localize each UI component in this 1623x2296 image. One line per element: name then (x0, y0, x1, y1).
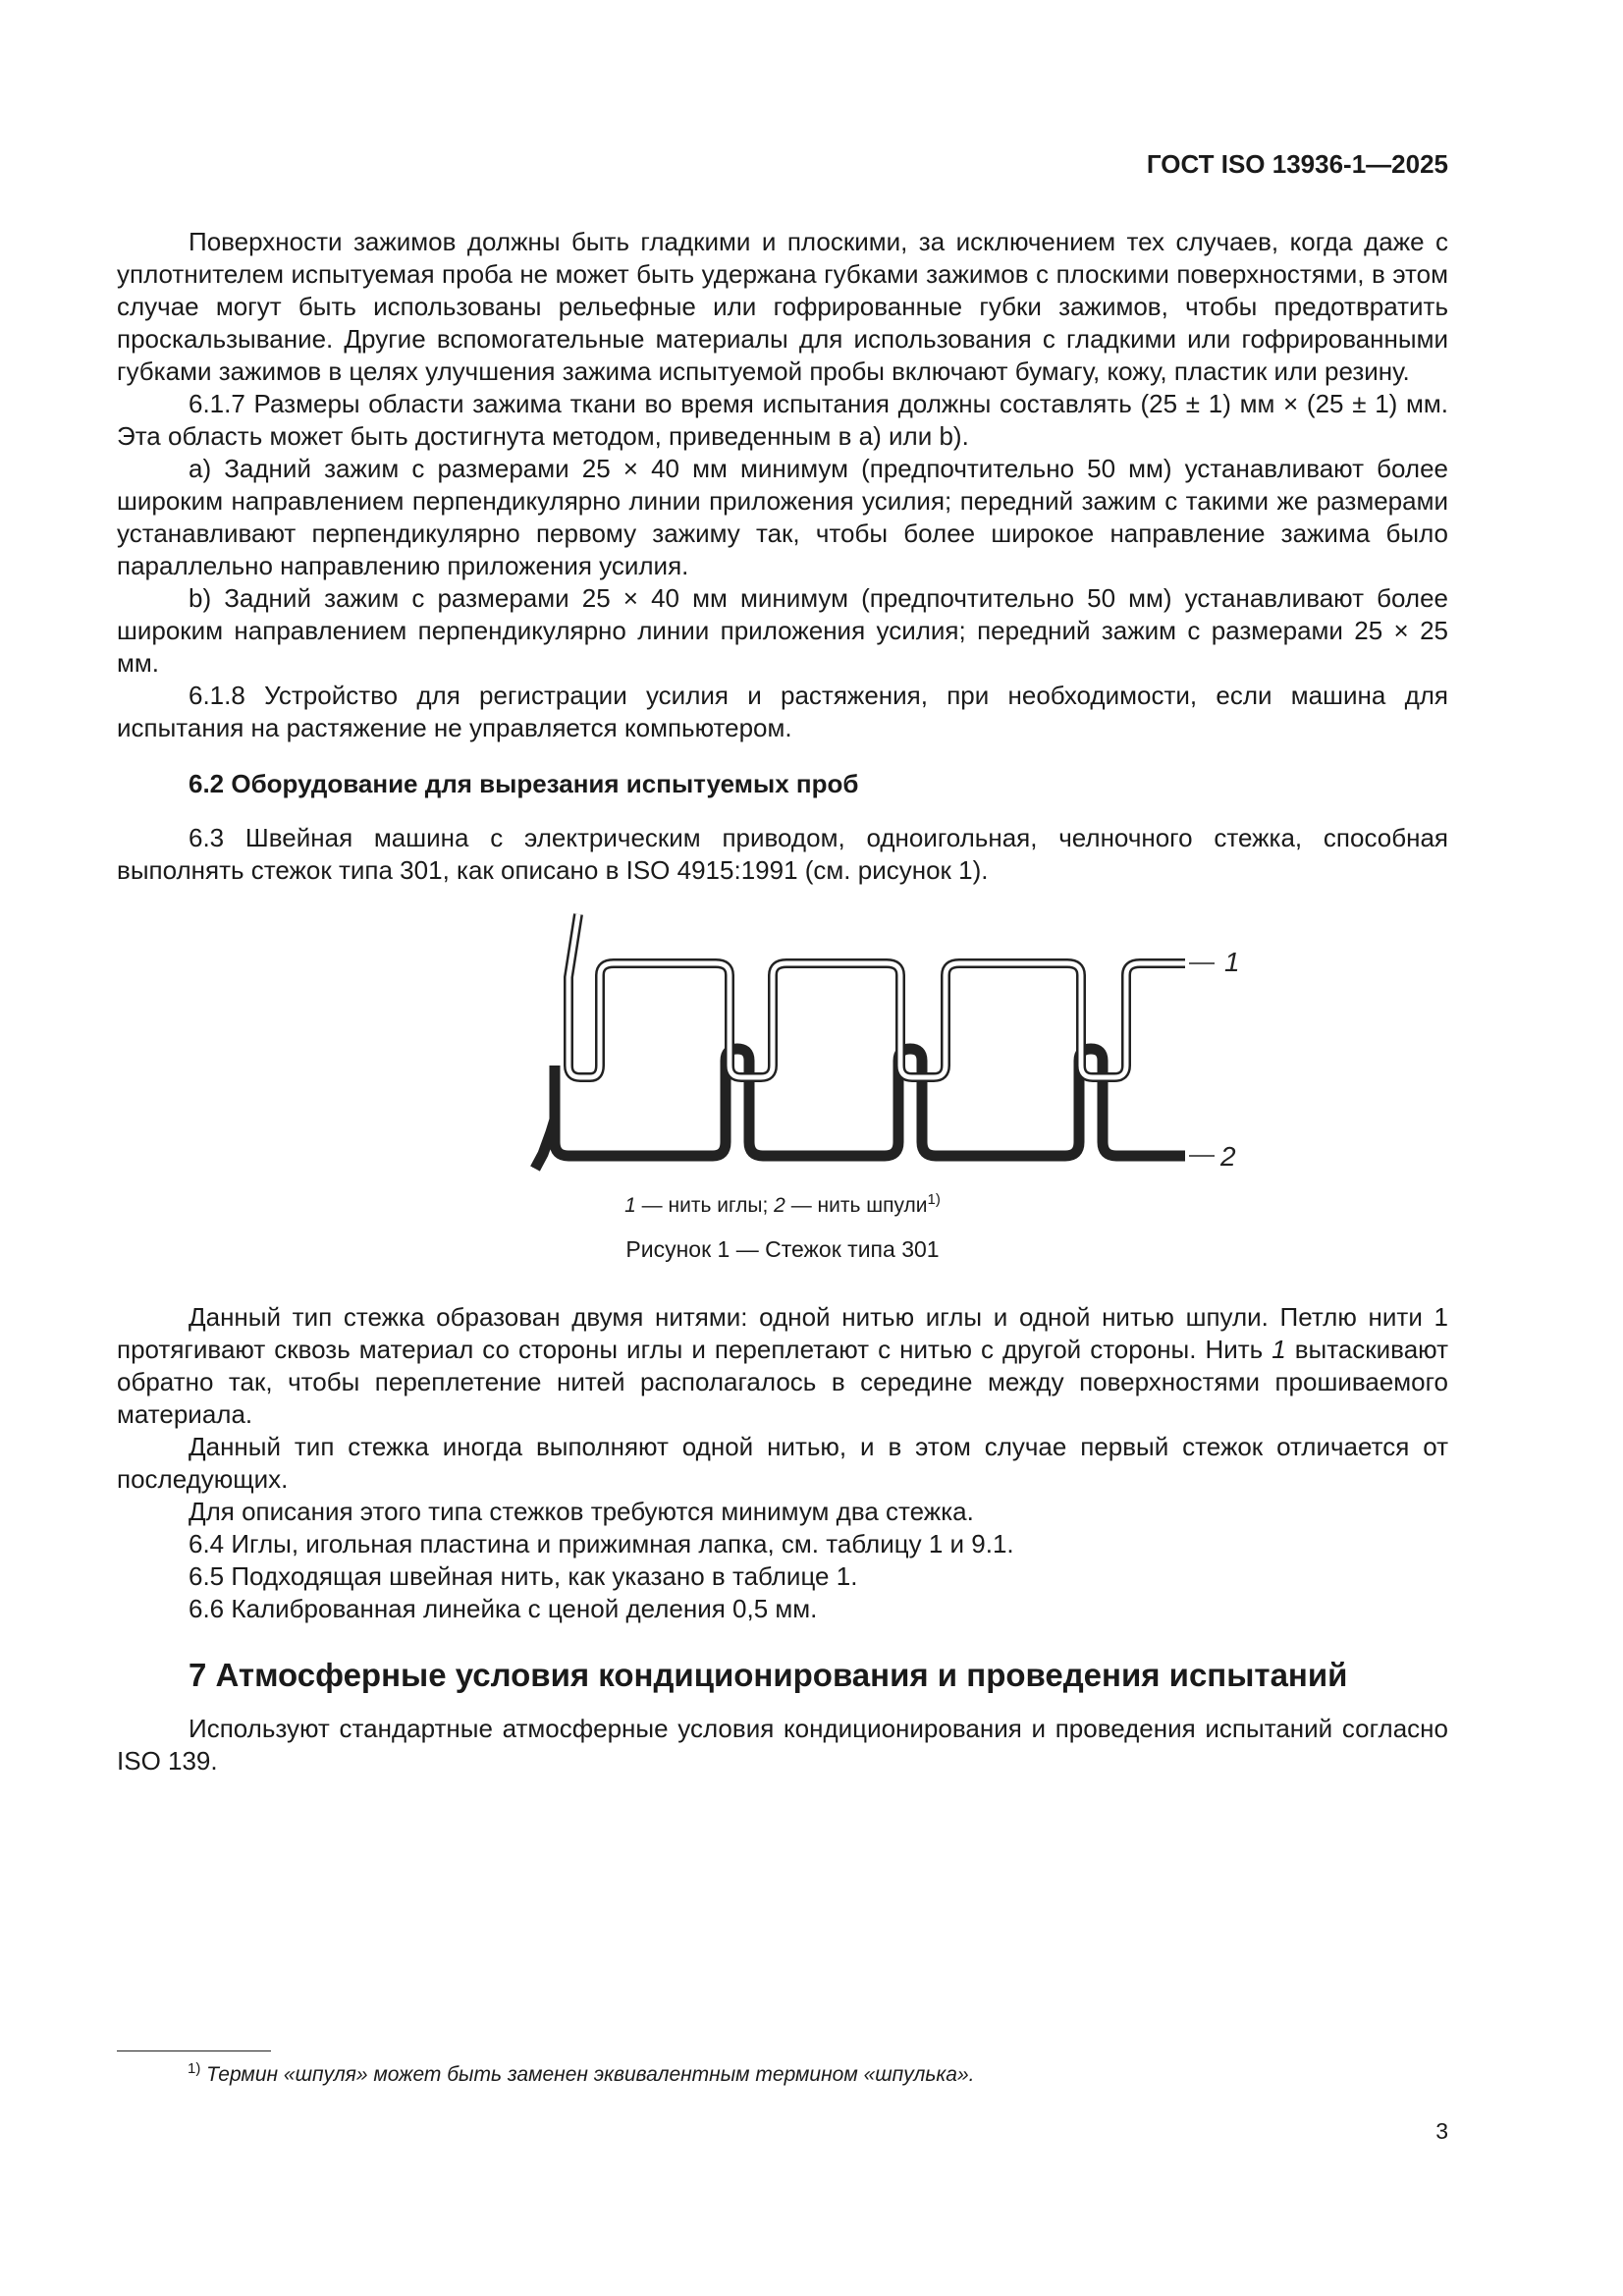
paragraph-6-5: 6.5 Подходящая швейная нить, как указано в таблице 1. (189, 1561, 858, 1591)
section-heading-6-2: 6.2 Оборудование для вырезания испытуемых проб (189, 769, 859, 798)
bobbin-thread (555, 1049, 1185, 1156)
stitch-diagram (421, 908, 1285, 1181)
figure-stitch-301 (117, 908, 1448, 1181)
document-header: ГОСТ ISO 13936-1—2025 (1146, 149, 1448, 179)
paragraph: Данный тип стежка иногда выполняют одной нитью, и в этом случае первый стежок отличается от последующих. (117, 1432, 1448, 1494)
paragraph-6-1-8: 6.1.8 Устройство для регистрации усилия и растяжения, при необходимости, если машина для испытания на растяжение не управляется компьютером. (117, 681, 1448, 742)
footnote-mark: 1) (188, 2060, 201, 2077)
legend-text-2: — нить шпули (784, 1194, 928, 1217)
footnote-ref: 1) (927, 1191, 941, 1208)
paragraph-6-1-7: 6.1.7 Размеры области зажима ткани во время испытания должны составлять (25 ± 1) мм × (25 ± 1) мм. Эта область может быть достигнута методом, приведенным в a) или b). (117, 389, 1448, 451)
legend-text-1: — нить иглы; (635, 1194, 775, 1217)
paragraph: Данный тип стежка образован двумя нитями: одной нитью иглы и одной нитью шпули. Петлю нити 1 протягивают сквозь материал со стороны иглы и переплетают с нитью с другой стороны. Нить 1 вытаскивают обратно так, чтобы переплетение нитей располагалось в середине между поверхностями прошиваемого материала. (117, 1302, 1449, 1429)
footnote (188, 2060, 975, 2087)
legend-number-2: 2 (774, 1194, 785, 1217)
paragraph-6-6: 6.6 Калиброванная линейка с ценой деления 0,5 мм. (189, 1594, 818, 1623)
page-content (117, 226, 1448, 1777)
label-1: 1 (1224, 947, 1240, 977)
section-heading-7: 7 Атмосферные условия кондиционирования и проведения испытаний (189, 1657, 1348, 1693)
paragraph-6-3: 6.3 Швейная машина с электрическим приводом, одноигольная, челночного стежка, способная выполнять стежок типа 301, как описано в ISO 4915:1991 (см. рисунок 1). (117, 823, 1448, 885)
paragraph-item-b: b) Задний зажим с размерами 25 × 40 мм минимум (предпочтительно 50 мм) устанавливают более широким направлением перпендикулярно линии приложения усилия; передний зажим с размерами 25 × 25 мм. (117, 583, 1448, 678)
paragraph: Поверхности зажимов должны быть гладкими и плоскими, за исключением тех случаев, когда даже с уплотнителем испытуемая проба не может быть удержана губками зажимов с плоскими поверхностями, в этом случае могут быть использованы рельефные или гофрированные губки зажимов, чтобы предотвратить проскальзывание. Другие вспомогательные материалы для использования с гладкими или гофрированными губками зажимов в целях улучшения зажима испытуемой пробы включают бумагу, кожу, пластик или резину. (117, 227, 1448, 386)
paragraph: Для описания этого типа стежков требуются минимум два стежка. (189, 1497, 974, 1526)
page-number: 3 (1435, 2118, 1448, 2144)
footnote-separator (117, 2050, 271, 2051)
paragraph-6-4: 6.4 Иглы, игольная пластина и прижимная лапка, см. таблицу 1 и 9.1. (189, 1529, 1014, 1558)
label-2: 2 (1220, 1141, 1236, 1172)
figure-legend (117, 1183, 1448, 1222)
footnote-text: Термин «шпуля» может быть заменен эквивалентным термином «шпулька». (200, 2063, 975, 2086)
paragraph-item-a: a) Задний зажим с размерами 25 × 40 мм минимум (предпочтительно 50 мм) устанавливают более широким направлением перпендикулярно линии приложения усилия; передний зажим с такими же размерами устанавливают перпендикулярно первому зажиму так, чтобы более широкое направление зажима было параллельно направлению приложения усилия. (117, 454, 1448, 580)
legend-number-1: 1 (624, 1194, 636, 1217)
paragraph-7: Используют стандартные атмосферные условия кондиционирования и проведения испытаний согласно ISO 139. (117, 1714, 1448, 1776)
figure-caption: Рисунок 1 — Стежок типа 301 (625, 1236, 940, 1262)
